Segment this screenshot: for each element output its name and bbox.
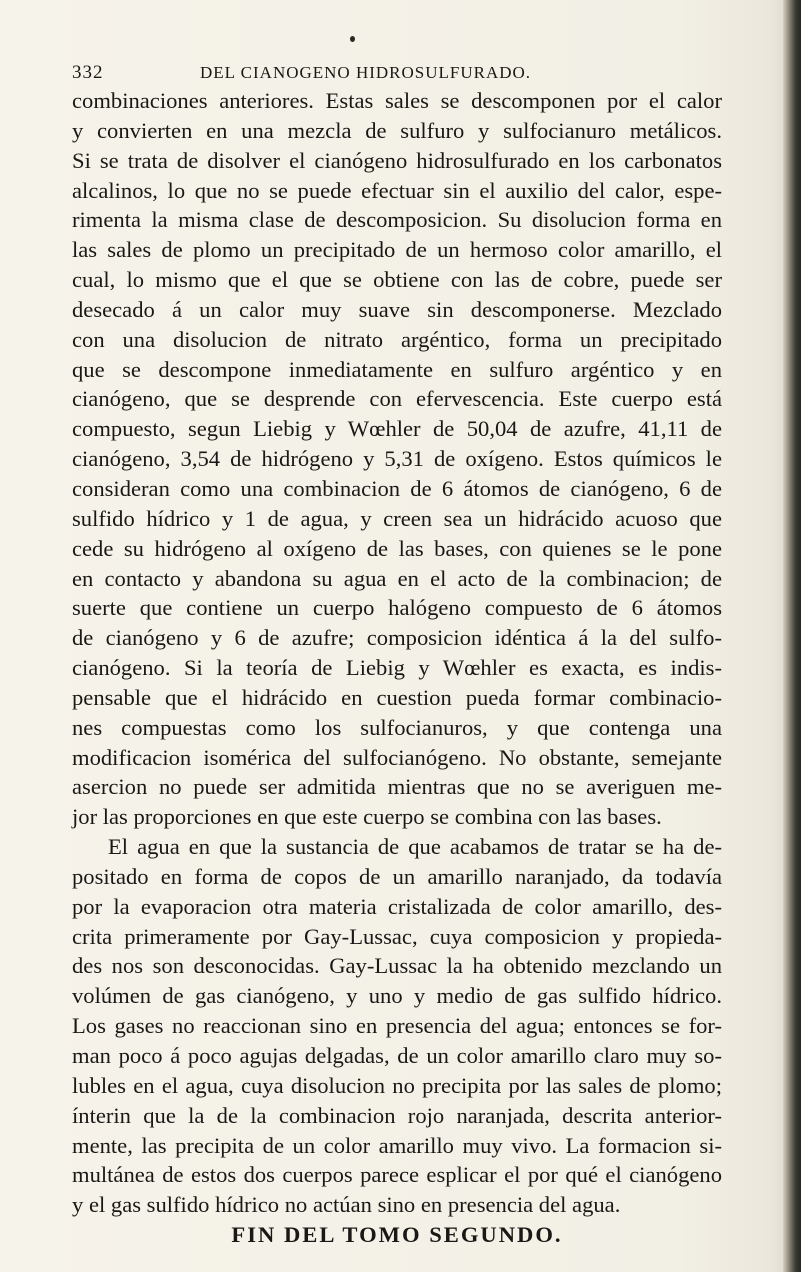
page-edge-shadow [783, 0, 801, 1272]
text-line: rimenta la misma clase de descomposicion. Su disolucion forma en [72, 207, 722, 233]
ink-spot [350, 36, 355, 42]
text-line: cianógeno. Si la teoría de Liebig y Wœhler es exacta, es indis- [72, 655, 722, 681]
text-line: en contacto y abandona su agua en el acto de la combinacion; de [72, 565, 722, 591]
text-line: combinaciones anteriores. Estas sales se descomponen por el calor [72, 88, 722, 113]
text-line: compuesto, segun Liebig y Wœhler de 50,04 de azufre, 41,11 de [72, 416, 722, 442]
body-text [72, 86, 722, 1250]
running-title: DEL CIANOGENO HIDROSULFURADO. [200, 63, 532, 82]
text-line: cual, lo mismo que el que se obtiene con las de cobre, puede ser [72, 267, 722, 293]
text-line: asercion no puede ser admitida mientras que no se averiguen me- [72, 774, 722, 800]
text-line: Los gases no reaccionan sino en presencia del agua; entonces se for- [72, 1013, 722, 1039]
text-line: pensable que el hidrácido en cuestion pueda formar combinacio- [72, 684, 722, 710]
text-line: lubles en el agua, cuya disolucion no precipita por las sales de plomo; [72, 1072, 722, 1098]
text-line: positado en forma de copos de un amarillo naranjado, da todavía [72, 863, 722, 889]
text-line: El agua en que la sustancia de que acabamos de tratar se ha de- [108, 834, 722, 860]
text-line: desecado á un calor muy suave sin descomponerse. Mezclado [72, 296, 722, 322]
text-line: consideran como una combinacion de 6 átomos de cianógeno, 6 de [72, 475, 722, 501]
text-line: Si se trata de disolver el cianógeno hidrosulfurado en los carbonatos [72, 147, 722, 173]
text-line: alcalinos, lo que no se puede efectuar sin el auxilio del calor, espe- [72, 177, 722, 203]
text-line: por la evaporacion otra materia cristalizada de color amarillo, des- [72, 893, 722, 919]
text-line: sulfido hídrico y 1 de agua, y creen sea un hidrácido acuoso que [72, 505, 722, 531]
text-line: nes compuestas como los sulfocianuros, y que contenga una [72, 714, 722, 740]
text-line: las sales de plomo un precipitado de un hermoso color amarillo, el [72, 237, 722, 263]
closing-line: FIN DEL TOMO SEGUNDO. [231, 1222, 563, 1248]
text-line: con una disolucion de nitrato argéntico, forma un precipitado [72, 326, 722, 352]
text-line: multánea de estos dos cuerpos parece esplicar el por qué el cianógeno [72, 1162, 722, 1188]
text-line: que se descompone inmediatamente en sulfuro argéntico y en [72, 356, 722, 382]
text-line: cianógeno, 3,54 de hidrógeno y 5,31 de oxígeno. Estos químicos le [72, 446, 722, 472]
text-line: de cianógeno y 6 de azufre; composicion idéntica á la del sulfo- [72, 625, 722, 651]
text-line: y convierten en una mezcla de sulfuro y sulfocianuro metálicos. [72, 117, 722, 143]
text-line: ínterin que la de la combinacion rojo naranjada, descrita anterior- [72, 1102, 722, 1128]
page-header [72, 62, 712, 86]
text-line: cede su hidrógeno al oxígeno de las bases, con quienes se le pone [72, 535, 722, 561]
page-number: 332 [72, 62, 104, 83]
text-line: jor las proporciones en que este cuerpo se combina con las bases. [72, 804, 662, 830]
text-line: suerte que contiene un cuerpo halógeno compuesto de 6 átomos [72, 595, 722, 621]
text-line: cianógeno, que se desprende con efervescencia. Este cuerpo está [72, 386, 722, 412]
text-line: mente, las precipita de un color amarillo muy vivo. La formacion si- [72, 1132, 722, 1158]
text-line: des nos son desconocidas. Gay-Lussac la ha obtenido mezclando un [72, 953, 722, 979]
text-line: man poco á poco agujas delgadas, de un color amarillo claro muy so- [72, 1043, 722, 1068]
text-line: y el gas sulfido hídrico no actúan sino en presencia del agua. [72, 1192, 621, 1218]
text-line: volúmen de gas cianógeno, y uno y medio de gas sulfido hídrico. [72, 983, 722, 1009]
text-line: modificacion isomérica del sulfocianógeno. No obstante, semejante [72, 744, 722, 770]
text-line: crita primeramente por Gay-Lussac, cuya composicion y propieda- [72, 923, 722, 949]
